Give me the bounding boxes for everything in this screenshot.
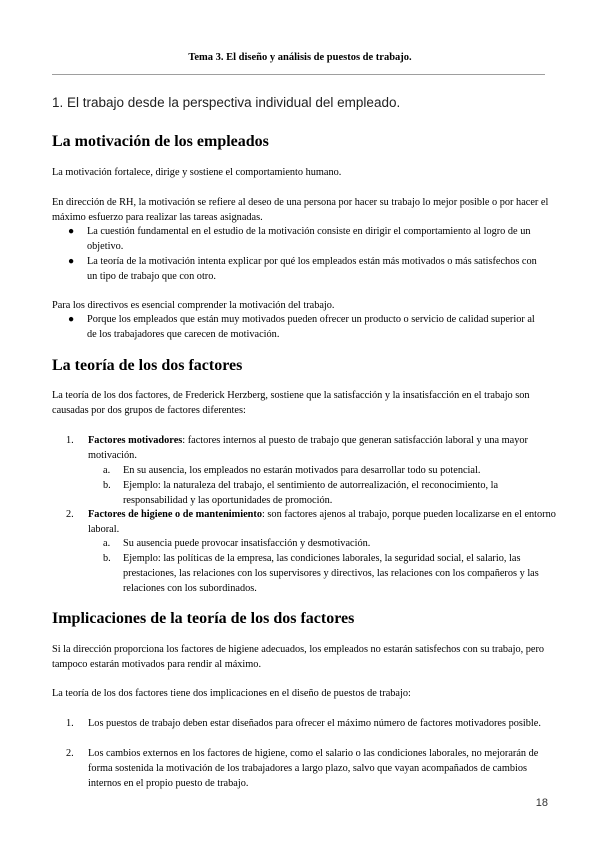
item-number: 2. <box>66 748 74 759</box>
sub-text: Ejemplo: las políticas de la empresa, las condiciones laborales, la seguridad social, el salario, las prestaciones, las relaciones con los supervisores y directivos, las relaciones con los compañeros y las relaciones con los subordinados. <box>123 553 539 594</box>
item-text: Los cambios externos en los factores de higiene, como el salario o las condiciones laborales, no mejorarán de forma sostenida la motivación de los trabajadores a largo plazo, salvo que vayan acompañados de cambios internos en el propio puesto de trabajo. <box>88 748 539 789</box>
sub-letter: b. <box>103 480 111 491</box>
numbered-item <box>66 746 558 791</box>
section-title: 1. El trabajo desde la perspectiva individual del empleado. <box>52 95 401 110</box>
paragraph: Para los directivos es esencial comprender la motivación del trabajo. <box>52 300 335 311</box>
bullet-icon: ● <box>68 314 75 325</box>
heading-implicaciones: Implicaciones de la teoría de los dos factores <box>52 610 355 627</box>
paragraph: La teoría de los dos factores, de Frederick Herzberg, sostiene que la satisfacción y la insatisfacción en el trabajo son causadas por dos grupos de factores diferentes: <box>52 390 530 416</box>
item-number: 2. <box>66 509 74 520</box>
bullet-text: La teoría de la motivación intenta explicar por qué los empleados están más motivados o más satisfechos con un tipo de trabajo que con otro. <box>87 256 537 282</box>
sub-text: En su ausencia, los empleados no estarán motivados para desarrollar todo su potencial. <box>123 465 481 476</box>
sub-item <box>103 536 553 551</box>
paragraph: La teoría de los dos factores tiene dos implicaciones en el diseño de puestos de trabajo: <box>52 688 411 699</box>
sub-item <box>103 551 553 596</box>
paragraph: La motivación fortalece, dirige y sostiene el comportamiento humano. <box>52 167 342 178</box>
sub-text: Ejemplo: la naturaleza del trabajo, el sentimiento de autorrealización, el reconocimiento, la responsabilidad y las oportunidades de promoción. <box>123 480 499 506</box>
page-number: 18 <box>535 797 548 809</box>
term-bold: Factores motivadores <box>88 435 183 446</box>
term-bold: Factores de higiene o de mantenimiento <box>88 509 262 520</box>
sub-item <box>103 478 553 508</box>
numbered-item <box>66 433 558 463</box>
item-number: 1. <box>66 718 74 729</box>
sub-letter: b. <box>103 553 111 564</box>
bullet-icon: ● <box>68 256 75 267</box>
item-number: 1. <box>66 435 74 446</box>
numbered-item <box>66 507 558 537</box>
sub-letter: a. <box>103 538 111 549</box>
item-text: : factores internos al puesto de trabajo que generan satisfacción laboral y una mayor motivación. <box>88 435 528 461</box>
page-header: Tema 3. El diseño y análisis de puestos de trabajo. <box>188 52 412 63</box>
numbered-item <box>66 716 558 731</box>
sub-text: Su ausencia puede provocar insatisfacción y desmotivación. <box>123 538 371 549</box>
bullet-item <box>68 224 547 254</box>
paragraph: En dirección de RH, la motivación se refiere al deseo de una persona por hacer su trabajo lo mejor posible o por hacer el máximo esfuerzo para realizar las tareas asignadas. <box>52 197 549 223</box>
bullet-icon: ● <box>68 226 75 237</box>
heading-motivacion: La motivación de los empleados <box>52 133 269 150</box>
sub-item <box>103 463 553 478</box>
header-divider <box>52 74 545 75</box>
bullet-text: La cuestión fundamental en el estudio de la motivación consiste en dirigir el comportamiento al logro de un objetivo. <box>87 226 531 252</box>
sub-letter: a. <box>103 465 111 476</box>
bullet-item <box>68 254 547 284</box>
bullet-item <box>68 312 547 342</box>
item-text: Los puestos de trabajo deben estar diseñados para ofrecer el máximo número de factores motivadores posible. <box>88 718 541 729</box>
bullet-text: Porque los empleados que están muy motivados pueden ofrecer un producto o servicio de calidad superior al de los trabajadores que carecen de motivación. <box>87 314 535 340</box>
paragraph: Si la dirección proporciona los factores de higiene adecuados, los empleados no estarán satisfechos con su trabajo, pero tampoco estarán motivados para rendir al máximo. <box>52 644 545 670</box>
item-text: : son factores ajenos al trabajo, porque pueden localizarse en el entorno laboral. <box>88 509 556 535</box>
heading-dos-factores: La teoría de los dos factores <box>52 357 243 374</box>
